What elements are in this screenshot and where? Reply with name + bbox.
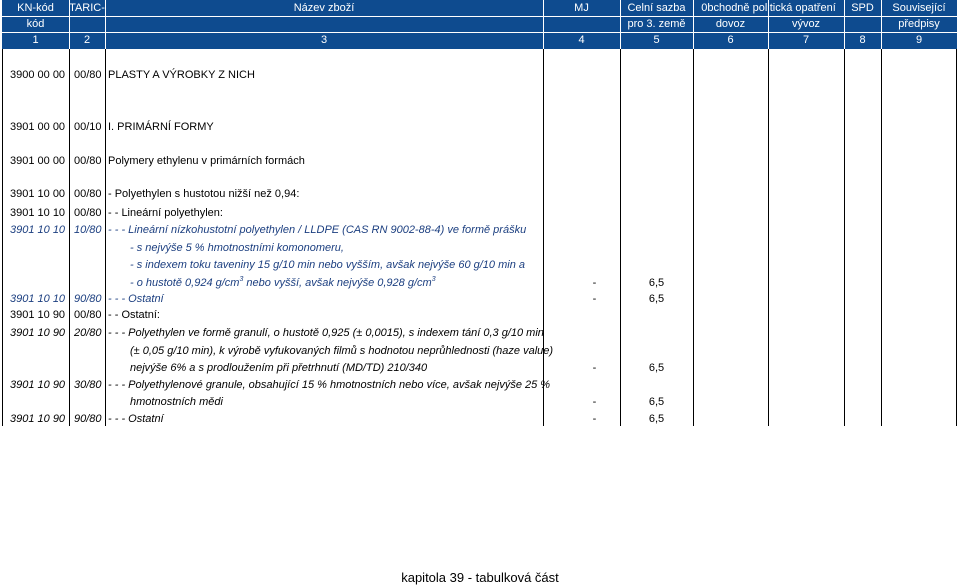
table-row-name: - - - Polyethylen ve formě granulí, o hustotě 0,925 (± 0,0015), s indexem tání 0,3 g/10 min [108, 327, 544, 339]
table-row-mj: - [592, 277, 597, 289]
table-row-sazba: 6,5 [648, 277, 665, 289]
header-col-number: 8 [859, 34, 866, 46]
table-row-kn-code: 3901 10 10 [10, 293, 66, 305]
column-border [956, 49, 957, 426]
header-souvisejici: Související [892, 2, 946, 14]
header-taric: TARIC- [69, 2, 105, 14]
table-row-taric: 00/80 [74, 309, 102, 321]
table-row-taric: 20/80 [74, 327, 102, 339]
header-col-number: 1 [32, 34, 39, 46]
table-row-taric: 00/80 [74, 207, 102, 219]
table-row-name: - s nejvýše 5 % hmotnostními komonomeru, [130, 242, 344, 254]
header-spd: SPD [851, 2, 874, 14]
table-row-taric: 90/80 [74, 413, 102, 425]
column-border [69, 49, 70, 426]
header-mj: MJ [574, 2, 589, 14]
header-opatreni: 0bchodně politická opatření [701, 2, 836, 14]
table-row-kn-code: 3900 00 00 [10, 69, 66, 81]
header-col-number: 2 [83, 34, 91, 46]
table-row-name: - - - Ostatní [108, 293, 164, 305]
header-vyvoz: vývoz [791, 18, 821, 30]
table-row-name: hmotnostních mědi [130, 396, 223, 408]
table-row-sazba: 6,5 [648, 396, 665, 408]
table-row-name: - - Lineární polyethylen: [108, 207, 223, 219]
table-row-mj: - [592, 362, 597, 374]
header-col-number: 5 [653, 34, 660, 46]
table-row-kn-code: 3901 10 90 [10, 413, 66, 425]
table-row-mj: - [592, 413, 597, 425]
header-predpisy: předpisy [898, 18, 940, 30]
name-text: nebo vyšší, avšak nejvýše 0,928 g/cm [243, 277, 432, 289]
table-row-mj: - [592, 396, 597, 408]
table-row-name: PLASTY A VÝROBKY Z NICH [108, 69, 255, 81]
table-row-kn-code: 3901 10 10 [10, 224, 66, 236]
table-row-taric: 30/80 [74, 379, 102, 391]
table-header [2, 0, 957, 49]
table-row-name: - s indexem toku taveniny 15 g/10 min nebo vyšším, avšak nejvýše 60 g/10 min a [130, 259, 525, 271]
table-row-mj: - [592, 293, 597, 305]
page-footer: kapitola 39 - tabulková část [401, 570, 559, 585]
header-kn-kod: KN-kód [17, 2, 54, 14]
column-border [693, 49, 694, 426]
superscript: 3 [431, 276, 436, 283]
column-border [2, 49, 3, 426]
table-row-kn-code: 3901 00 00 [10, 121, 66, 133]
header-kod: kód [26, 18, 45, 30]
table-row-kn-code: 3901 10 90 [10, 379, 66, 391]
header-col-number: 4 [578, 34, 585, 46]
table-row-name: - - - Lineární nízkohustotní polyethylen / LLDPE (CAS RN 9002-88-4) ve formě prášku [108, 224, 527, 236]
table-row-kn-code: 3901 10 90 [10, 309, 66, 321]
table-row-name: - Polyethylen s hustotou nižší než 0,94: [108, 188, 300, 200]
table-row-kn-code: 3901 10 90 [10, 327, 66, 339]
table-row-sazba: 6,5 [648, 413, 665, 425]
table-row-name: - - - Ostatní [108, 413, 164, 425]
header-celni-sazba: Celní sazba [627, 2, 686, 14]
table-row-taric: 10/80 [74, 224, 102, 236]
column-border [881, 49, 882, 426]
header-col-number: 9 [915, 34, 923, 46]
table-row-taric: 00/80 [74, 188, 102, 200]
table-row-name: (± 0,05 g/10 min), k výrobě vyfukovaných filmů s hodnotou neprůhlednosti (haze value) [130, 345, 554, 357]
header-pro-treti-zeme: pro 3. země [627, 18, 686, 30]
table-row-taric: 00/80 [74, 155, 102, 167]
table-row-name: I. PRIMÁRNÍ FORMY [108, 121, 214, 133]
column-border [105, 49, 106, 426]
column-border [768, 49, 769, 426]
table-row-kn-code: 3901 10 10 [10, 207, 66, 219]
header-col-number: 3 [320, 34, 328, 46]
table-row-sazba: 6,5 [648, 293, 665, 305]
table-row-name: Polymery ethylenu v primárních formách [108, 155, 305, 167]
table-row-sazba: 6,5 [648, 362, 665, 374]
table-row-name [130, 276, 436, 290]
header-dovoz: dovoz [715, 18, 746, 30]
table-row-taric: 00/80 [74, 69, 102, 81]
table-row-name: - - - Polyethylenové granule, obsahující 15 % hmotnostních nebo více, avšak nejvýše 25 % [108, 379, 551, 391]
table-row-name: - - Ostatní: [108, 309, 160, 321]
table-row-taric: 00/10 [74, 121, 102, 133]
table-row-kn-code: 3901 00 00 [10, 155, 66, 167]
header-col-number: 6 [727, 34, 734, 46]
column-border [844, 49, 845, 426]
name-text: - o hustotě 0,924 g/cm [130, 277, 240, 289]
header-nazev-zbozi: Název zboží [293, 2, 355, 14]
table-row-name: nejvýše 6% a s prodloužením při přetrhnutí (MD/TD) 210/340 [130, 362, 428, 374]
table-row-taric: 90/80 [74, 293, 102, 305]
superscript: 3 [239, 276, 244, 283]
table-row-kn-code: 3901 10 00 [10, 188, 66, 200]
header-col-number: 7 [802, 34, 810, 46]
